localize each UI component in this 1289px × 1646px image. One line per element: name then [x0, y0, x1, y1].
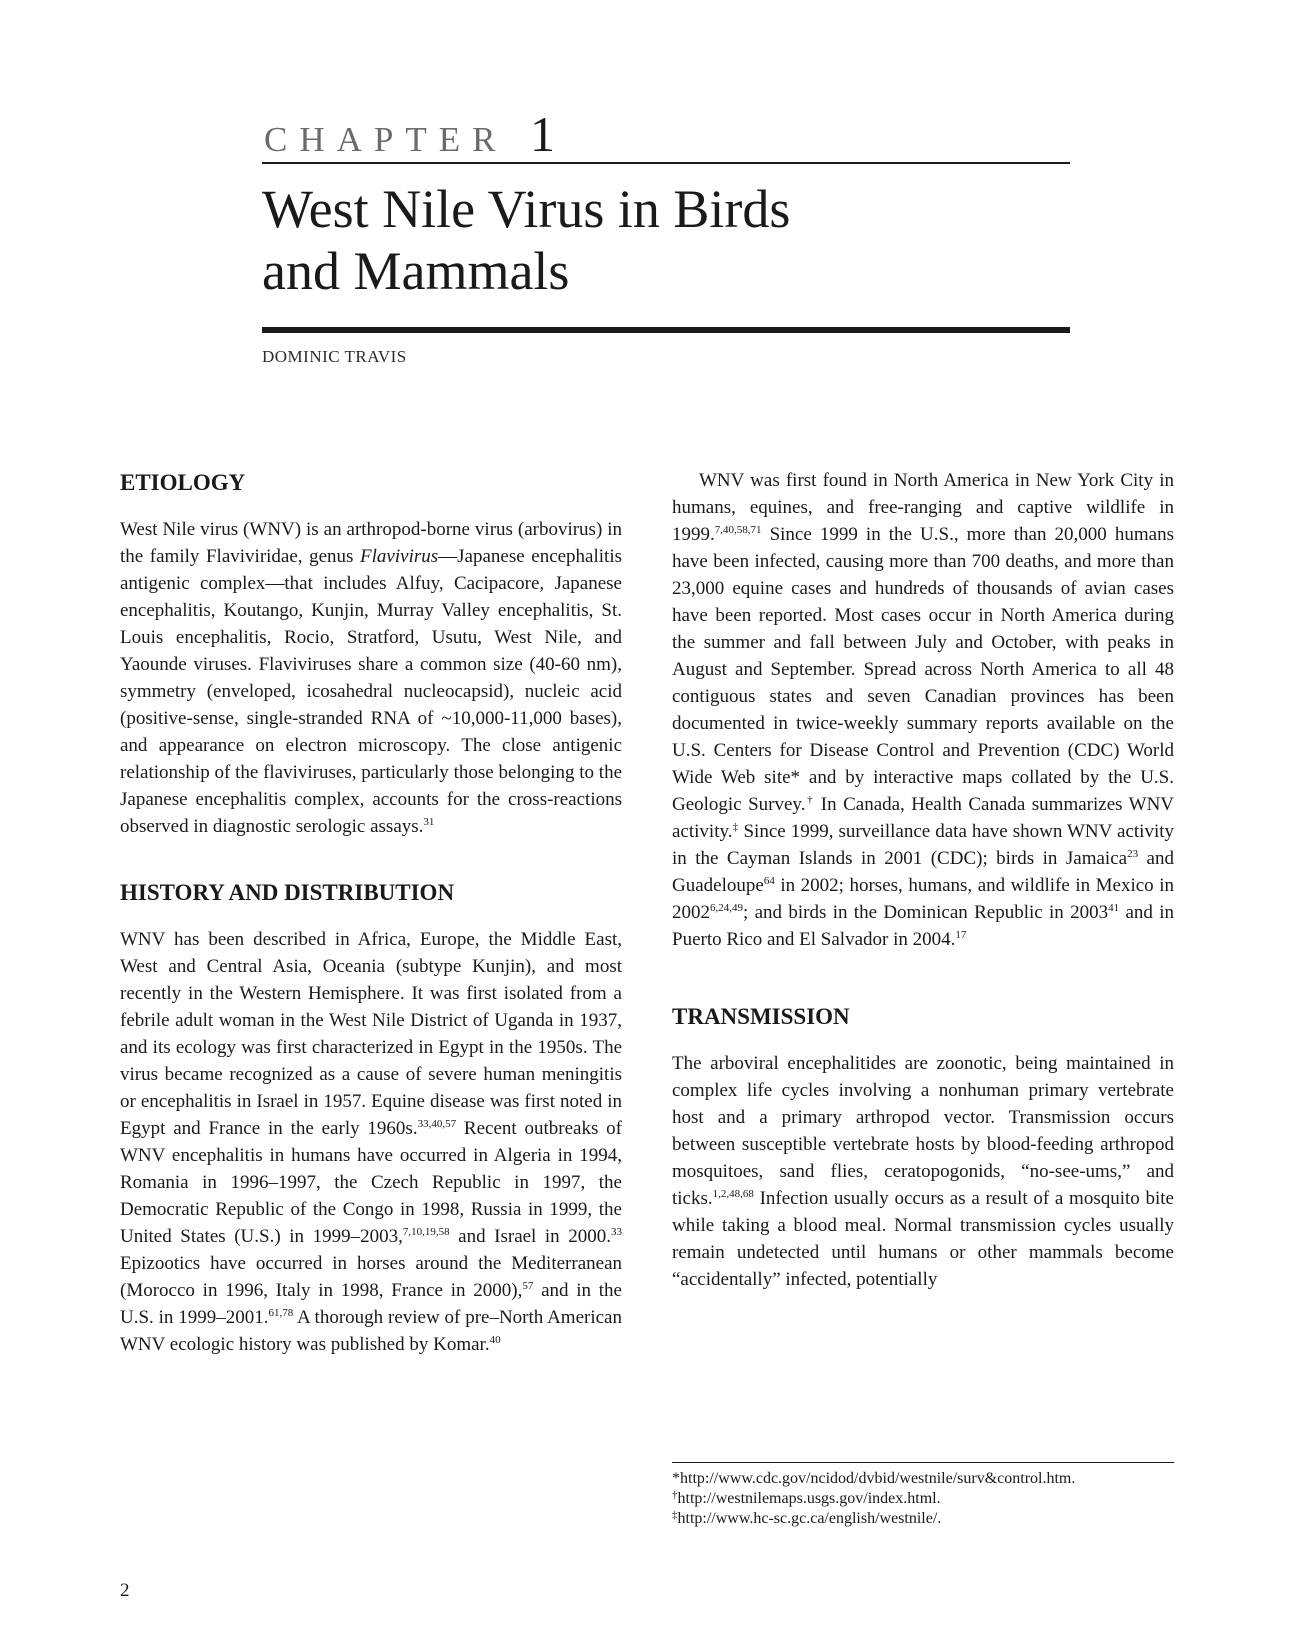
footnote-symbol: * [672, 1470, 680, 1487]
section-heading-history: HISTORY AND DISTRIBUTION [120, 880, 455, 905]
footnote-3 [672, 1509, 1174, 1529]
history-paragraph-1: WNV has been described in Africa, Europe, the Middle East, West and Central Asia, Oceania (subtype Kunjin), and most recently in the Western Hemisphere. It was first isolated from a febrile adult woman in the West Nile District of Uganda in 1937, and its ecology was first characterized in Egypt in the 1950s. The virus became recognized as a cause of severe human meningitis or encephalitis in Israel in 1957. Equine disease was first noted in Egypt and France in the early 1960s.$^{33,40,57}$ Recent outbreaks of WNV encephalitis in humans have occurred in Algeria in 1994, Romania in 1996–1997, the Czech Republic in 1997, the Democratic Republic of the Congo in 1998, Russia in 1999, the United States (U.S.) in 1999–2003,$^{7,10,19,58}$ and Israel in 2000.33 Epizootics have occurred in horses around the Mediterranean (Morocco in 1996, Italy in 1998, France in 2000),$^{57}$ and in the U.S. in 1999–2001.$^{61,78}$ A thorough review of pre–North American WNV ecologic history was published by Komar.$^{40}$ [120, 929, 622, 1355]
footnote-url[interactable]: http://www.hc-sc.gc.ca/english/westnile/. [677, 1510, 942, 1527]
citation: 57 [522, 1280, 534, 1292]
footnote-1 [672, 1469, 1174, 1489]
footnote-url[interactable]: http://www.cdc.gov/ncidod/dvbid/westnile/surv&control.htm. [680, 1470, 1076, 1487]
footnotes [672, 1462, 1174, 1529]
footnote-mark: † [805, 794, 815, 806]
chapter-number: 1 [530, 106, 555, 162]
citation: 33 [611, 1226, 622, 1238]
transmission-paragraph: The arboviral encephalitides are zoonotic, being maintained in complex life cycles involving a nonhuman primary vertebrate host and a primary arthropod vector. Transmission occurs between susceptible vertebrate hosts by blood-feeding arthropod mosquitoes, sand flies, ceratopogonids, “no-see-ums,” and ticks.$^{1,2,48,68}$ Infection usually occurs as a result of a mosquito bite while taking a blood meal. Normal transmission cycles usually remain undetected until humans or other mammals become “accidentally” infected, potentially [672, 1053, 1174, 1290]
footnote-symbol: ‡ [672, 1509, 678, 1521]
citation: 7,10,19,58 [402, 1226, 450, 1238]
footnote-mark: ‡ [732, 821, 739, 833]
title-rule [262, 327, 1070, 333]
citation: 7,40,58,71 [714, 524, 762, 536]
section-heading-etiology: ETIOLOGY [120, 470, 246, 495]
citation: 6,24,49 [710, 902, 743, 914]
author-name: DOMINIC TRAVIS [262, 347, 407, 366]
history-paragraph-2: WNV was first found in North America in New York City in humans, equines, and free-ranging and captive wildlife in 1999.$^{7,40,58,71}$ Since 1999 in the U.S., more than 20,000 humans have been infected, causing more than 700 deaths, and more than 23,000 equine cases and hundreds of thousands of avian cases have been reported. Most cases occur in North America during the summer and fall between July and October, with peaks in August and September. Spread across North America to all 48 contiguous states and seven Canadian provinces has been documented in twice-weekly summary reports available on the U.S. Centers for Disease Control and Prevention (CDC) World Wide Web site* and by interactive maps collated by the U.S. Geologic Survey.† In Canada, Health Canada summarizes WNV activity.‡ Since 1999, surveillance data have shown WNV activity in the Cayman Islands in 2001 (CDC); birds in Jamaica$^{23}$ and Guadeloupe$^{64}$ in 2002; horses, humans, and wildlife in Mexico in 2002$^{6,24,49}$; and birds in the Dominican Republic in 2003$^{41}$ and in Puerto Rico and El Salvador in 2004.17 [672, 470, 1175, 950]
chapter-title-line-2: and Mammals [262, 241, 570, 301]
left-column [120, 468, 622, 1358]
chapter-heading [262, 108, 1070, 164]
chapter-label: CHAPTER [264, 120, 508, 159]
section-heading-transmission: TRANSMISSION [672, 1004, 850, 1029]
etiology-paragraph: West Nile virus (WNV) is an arthropod-borne virus (arbovirus) in the family Flaviviridae, genus Flavivirus—Japanese encephalitis antigenic complex—that includes Alfuy, Cacipacore, Japanese encephalitis, Koutango, Kunjin, Murray Valley encephalitis, St. Louis encephalitis, Rocio, Stratford, Usutu, West Nile, and Yaounde viruses. Flaviviruses share a common size (40-60 nm), symmetry (enveloped, icosahedral nucleocapsid), nucleic acid (positive-sense, single-stranded RNA of ~10,000-11,000 bases), and appearance on electron microscopy. The close antigenic relationship of the flaviviruses, particularly those belonging to the Japanese encephalitis complex, accounts for the cross-reactions observed in diagnostic serologic assays.$^{31}$ [120, 519, 623, 837]
page-number: 2 [120, 1580, 130, 1601]
citation: 33,40,57 [417, 1118, 457, 1130]
citation: 23 [1127, 848, 1139, 860]
citation: 41 [1108, 902, 1120, 914]
genus-name: Flavivirus [360, 546, 439, 567]
citation: 17 [955, 929, 967, 941]
citation: 61,78 [268, 1307, 294, 1319]
chapter-title [262, 178, 1070, 302]
citation: 31 [423, 816, 435, 828]
citation: 64 [763, 875, 775, 887]
citation: 40 [489, 1334, 501, 1346]
footnote-url[interactable]: http://westnilemaps.usgs.gov/index.html. [677, 1490, 941, 1507]
right-column [672, 467, 1174, 1293]
chapter-header [262, 108, 1070, 367]
citation: 1,2,48,68 [712, 1188, 754, 1200]
chapter-title-line-1: West Nile Virus in Birds [262, 179, 791, 239]
footnote-symbol: † [672, 1489, 678, 1501]
footnote-2 [672, 1489, 1174, 1509]
